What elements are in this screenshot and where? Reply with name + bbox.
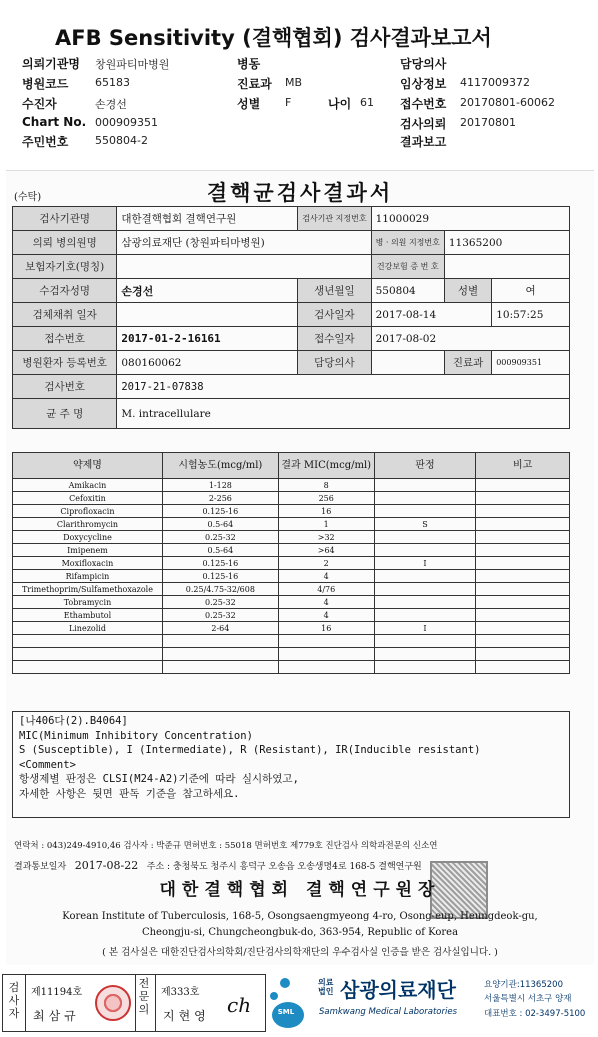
cell-note bbox=[476, 596, 570, 609]
signature-bar bbox=[0, 970, 598, 1037]
table-row bbox=[13, 303, 570, 327]
cell-judge bbox=[374, 531, 476, 544]
cell-judge bbox=[374, 479, 476, 492]
cell-mic: 4 bbox=[278, 570, 374, 583]
cell-value: 2017-08-14 bbox=[371, 303, 492, 327]
cell-drug: Ciprofloxacin bbox=[13, 505, 163, 518]
cell-value: 550804 bbox=[371, 279, 444, 303]
header-mic: 결과 MIC(mcg/ml) bbox=[278, 453, 374, 479]
table-row bbox=[13, 399, 570, 429]
cell-drug bbox=[13, 635, 163, 648]
label-institution: 의뢰기관명 bbox=[22, 57, 80, 71]
label-age: 나이 bbox=[328, 97, 352, 111]
divider bbox=[155, 975, 156, 1031]
table-row bbox=[13, 479, 570, 492]
cell-judge bbox=[374, 544, 476, 557]
corp-name: 삼광의료재단 bbox=[340, 978, 456, 1002]
cell-note bbox=[476, 518, 570, 531]
cell-range: 2-256 bbox=[162, 492, 278, 505]
comment-line: <Comment> bbox=[19, 758, 76, 771]
cell-mic: 1 bbox=[278, 518, 374, 531]
cell-judge bbox=[374, 570, 476, 583]
comment-line: [나406다(2).B4064] bbox=[19, 715, 128, 727]
header-note: 비고 bbox=[476, 453, 570, 479]
cell-note bbox=[476, 479, 570, 492]
cell-label: 검사일자 bbox=[298, 303, 371, 327]
label-patient: 수진자 bbox=[22, 97, 57, 111]
cell-range: 2-64 bbox=[162, 622, 278, 635]
sensitivity-table bbox=[12, 452, 570, 674]
label-dept: 진료과 bbox=[237, 77, 272, 91]
cell-range: 0.125-16 bbox=[162, 570, 278, 583]
cell-drug: Linezolid bbox=[13, 622, 163, 635]
cell-drug: Doxycycline bbox=[13, 531, 163, 544]
tester-name: 최삼규 bbox=[33, 1009, 80, 1023]
cell-mic: 4 bbox=[278, 596, 374, 609]
cell-value: 손경선 bbox=[117, 279, 298, 303]
specialist-signature: ch bbox=[227, 993, 252, 1017]
table-row bbox=[13, 583, 570, 596]
document-title: 결핵균검사결과서 bbox=[206, 180, 394, 205]
cell-label: 접수일자 bbox=[298, 327, 371, 351]
value-patient: 손경선 bbox=[95, 98, 127, 111]
divider bbox=[135, 975, 136, 1031]
header-drug: 약제명 bbox=[13, 453, 163, 479]
tester-label: 검사자 bbox=[8, 981, 20, 1020]
cell-label: 병 · 의원 지정번호 bbox=[371, 231, 444, 255]
value-sex: F bbox=[285, 96, 292, 109]
cell-range: 0.25-32 bbox=[162, 531, 278, 544]
cell-judge: I bbox=[374, 557, 476, 570]
cell-judge bbox=[374, 661, 476, 674]
address-en-2: Cheongju-si, Chungcheongbuk-do, 363-954, Republic of Korea bbox=[141, 927, 459, 938]
cell-judge: S bbox=[374, 518, 476, 531]
table-row bbox=[13, 255, 570, 279]
cell-value: 080160062 bbox=[117, 351, 298, 375]
table-row bbox=[13, 279, 570, 303]
cell-label: 의뢰 병의원명 bbox=[13, 231, 117, 255]
cell-drug: Amikacin bbox=[13, 479, 163, 492]
corp-name-en: Samkwang Medical Laboratories bbox=[319, 1007, 458, 1017]
cell-judge bbox=[374, 505, 476, 518]
comment-line: 항생제별 판정은 CLSI(M24-A2)기준에 따라 실시하였고, bbox=[19, 773, 299, 785]
value-clinical-info: 4117009372 bbox=[460, 76, 530, 89]
cell-mic: 256 bbox=[278, 492, 374, 505]
cell-note bbox=[476, 583, 570, 596]
cell-range: 0.25-32 bbox=[162, 609, 278, 622]
value-institution: 창원파티마병원 bbox=[95, 58, 170, 71]
label-hospital-code: 병원코드 bbox=[22, 77, 69, 91]
cell-value: 2017-21-07838 bbox=[117, 375, 570, 399]
report-date-line bbox=[14, 859, 422, 872]
table-row bbox=[13, 557, 570, 570]
cell-label: 건강보험 증 번 호 bbox=[371, 255, 444, 279]
cell-value bbox=[117, 303, 298, 327]
table-row bbox=[13, 505, 570, 518]
certification-note: ( 본 검사실은 대한진단검사의학회/진단검사의학재단의 우수검사실 인증을 받은 검사실입니다. ) bbox=[102, 947, 498, 958]
cell-note bbox=[476, 557, 570, 570]
report-address: 주소 : 충청북도 청주시 흥덕구 오송읍 오송생명4로 168-5 결핵연구원 bbox=[146, 862, 422, 872]
report-header bbox=[0, 0, 598, 160]
cell-mic bbox=[278, 648, 374, 661]
comment-line: S (Susceptible), I (Intermediate), R (Resistant), IR(Inducible resistant) bbox=[19, 744, 481, 756]
cell-label: 진료과 bbox=[444, 351, 491, 375]
contact-line: 연락처 : 043)249-4910,46 검사자 : 박준규 면허번호 : 55018 면허번호 제779호 진단검사 의학과전문의 신소연 bbox=[14, 841, 438, 851]
cell-label: 생년월일 bbox=[298, 279, 371, 303]
value-chart-no: 000909351 bbox=[95, 116, 158, 129]
cell-drug: Trimethoprim/Sulfamethoxazole bbox=[13, 583, 163, 596]
cell-value: 2017-01-2-16161 bbox=[117, 327, 298, 351]
cell-range bbox=[162, 635, 278, 648]
table-row bbox=[13, 570, 570, 583]
cell-range bbox=[162, 648, 278, 661]
cell-mic bbox=[278, 635, 374, 648]
cell-label: 보험자기호(명칭) bbox=[13, 255, 117, 279]
cell-value: 대한결핵협회 결핵연구원 bbox=[117, 207, 298, 231]
specialist-license: 제333호 bbox=[161, 987, 200, 998]
report-date-label: 결과통보일자 bbox=[14, 862, 67, 872]
cell-range: 1-128 bbox=[162, 479, 278, 492]
cell-value: 10:57:25 bbox=[492, 303, 570, 327]
cell-range: 0.125-16 bbox=[162, 557, 278, 570]
cell-drug bbox=[13, 661, 163, 674]
cell-label: 검사기관 지정번호 bbox=[298, 207, 371, 231]
tester-seal bbox=[95, 985, 131, 1021]
label-doctor: 담당의사 bbox=[400, 57, 447, 71]
cell-value: 삼광의료재단 (창원파티마병원) bbox=[117, 231, 371, 255]
cell-note bbox=[476, 622, 570, 635]
value-hospital-code: 65183 bbox=[95, 76, 130, 89]
cell-judge bbox=[374, 583, 476, 596]
cell-range bbox=[162, 661, 278, 674]
cell-value bbox=[117, 255, 371, 279]
cell-mic: 16 bbox=[278, 622, 374, 635]
cell-mic: >64 bbox=[278, 544, 374, 557]
header-range: 시험농도(mcg/ml) bbox=[162, 453, 278, 479]
cell-drug: Moxifloxacin bbox=[13, 557, 163, 570]
cell-value: 000909351 bbox=[492, 351, 570, 375]
table-row bbox=[13, 648, 570, 661]
label-request-date: 검사의뢰 bbox=[400, 117, 447, 131]
label-ward: 병동 bbox=[237, 57, 261, 71]
cell-judge: I bbox=[374, 622, 476, 635]
logo-text: SML bbox=[277, 1008, 295, 1016]
table-row bbox=[13, 531, 570, 544]
cell-label: 담당의사 bbox=[298, 351, 371, 375]
cell-value: M. intracellulare bbox=[117, 399, 570, 429]
cell-range: 0.125-16 bbox=[162, 505, 278, 518]
cell-note bbox=[476, 635, 570, 648]
sml-logo-icon bbox=[270, 976, 304, 1030]
value-age: 61 bbox=[360, 96, 374, 109]
cell-label: 균 주 명 bbox=[13, 399, 117, 429]
cell-mic: 4 bbox=[278, 609, 374, 622]
value-request-date: 20170801 bbox=[460, 116, 516, 129]
cell-label: 검체채취 일자 bbox=[13, 303, 117, 327]
cell-note bbox=[476, 570, 570, 583]
corp-tel: 대표번호 : 02-3497-5100 bbox=[484, 1009, 586, 1019]
cell-mic: 8 bbox=[278, 479, 374, 492]
label-sex: 성별 bbox=[237, 97, 261, 111]
cell-note bbox=[476, 648, 570, 661]
cell-mic bbox=[278, 661, 374, 674]
cell-label: 수검자성명 bbox=[13, 279, 117, 303]
corp-address: 서울특별시 서초구 양재 bbox=[484, 994, 572, 1004]
table-row bbox=[13, 351, 570, 375]
cell-range: 0.5-64 bbox=[162, 544, 278, 557]
cell-label: 병원환자 등록번호 bbox=[13, 351, 117, 375]
cell-label: 접수번호 bbox=[13, 327, 117, 351]
label-clinical-info: 임상정보 bbox=[400, 77, 447, 91]
corp-code: 요양기관:11365200 bbox=[484, 980, 563, 990]
table-row bbox=[13, 518, 570, 531]
label-resident-no: 주민번호 bbox=[22, 135, 69, 149]
signature-box bbox=[2, 974, 266, 1032]
cell-drug: Ethambutol bbox=[13, 609, 163, 622]
scanned-report bbox=[6, 170, 594, 965]
cell-label: 검사번호 bbox=[13, 375, 117, 399]
table-row bbox=[13, 661, 570, 674]
cell-value: 11365200 bbox=[444, 231, 569, 255]
comment-box bbox=[12, 711, 570, 818]
cell-mic: 4/76 bbox=[278, 583, 374, 596]
table-row bbox=[13, 375, 570, 399]
table-row bbox=[13, 609, 570, 622]
cell-mic: 16 bbox=[278, 505, 374, 518]
cell-value: 11000029 bbox=[371, 207, 569, 231]
cell-drug: Imipenem bbox=[13, 544, 163, 557]
cell-range: 0.5-64 bbox=[162, 518, 278, 531]
table-row bbox=[13, 622, 570, 635]
cell-value: 2017-08-02 bbox=[371, 327, 569, 351]
cell-judge bbox=[374, 492, 476, 505]
table-row bbox=[13, 231, 570, 255]
label-accession: 접수번호 bbox=[400, 97, 447, 111]
cell-judge bbox=[374, 609, 476, 622]
table-row bbox=[13, 635, 570, 648]
comment-line: MIC(Minimum Inhibitory Concentration) bbox=[19, 729, 253, 742]
cell-range: 0.25-32 bbox=[162, 596, 278, 609]
cell-value bbox=[371, 351, 444, 375]
label-report: 결과보고 bbox=[400, 135, 447, 149]
cell-drug: Cefoxitin bbox=[13, 492, 163, 505]
cell-judge bbox=[374, 596, 476, 609]
table-row bbox=[13, 544, 570, 557]
value-accession: 20170801-60062 bbox=[460, 96, 555, 109]
institute-name: 대한결핵협회 결핵연구원장 bbox=[159, 880, 441, 900]
report-date: 2017-08-22 bbox=[74, 859, 139, 872]
cell-mic: 2 bbox=[278, 557, 374, 570]
label-chart-no: Chart No. bbox=[22, 115, 87, 129]
comment-line: 자세한 사항은 뒷면 판독 기준을 참고하세요. bbox=[19, 787, 240, 800]
table-row bbox=[13, 207, 570, 231]
cell-judge bbox=[374, 635, 476, 648]
cell-drug bbox=[13, 648, 163, 661]
cell-label: 성별 bbox=[444, 279, 491, 303]
cell-value: 여 bbox=[492, 279, 570, 303]
cell-note bbox=[476, 661, 570, 674]
cell-note bbox=[476, 505, 570, 518]
patient-info-table bbox=[12, 206, 570, 429]
value-resident-no: 550804-2 bbox=[95, 134, 148, 147]
header-judge: 판정 bbox=[374, 453, 476, 479]
value-dept: MB bbox=[285, 76, 303, 89]
table-row bbox=[13, 492, 570, 505]
corp-type: 의료 법인 bbox=[318, 978, 334, 996]
table-row bbox=[13, 596, 570, 609]
cell-mic: >32 bbox=[278, 531, 374, 544]
cell-value bbox=[444, 255, 569, 279]
cell-judge bbox=[374, 648, 476, 661]
cell-note bbox=[476, 492, 570, 505]
table-row bbox=[13, 327, 570, 351]
cell-label: 검사기관명 bbox=[13, 207, 117, 231]
cell-drug: Tobramycin bbox=[13, 596, 163, 609]
cell-drug: Clarithromycin bbox=[13, 518, 163, 531]
cell-drug: Rifampicin bbox=[13, 570, 163, 583]
divider bbox=[25, 975, 26, 1031]
address-en-1: Korean Institute of Tuberculosis, 168-5, Osongsaengmyeong 4-ro, Osong-eup, Heungdeok-gu, bbox=[62, 911, 538, 922]
corner-tag: (수탁) bbox=[14, 192, 42, 203]
cell-note bbox=[476, 531, 570, 544]
cell-note bbox=[476, 544, 570, 557]
cell-note bbox=[476, 609, 570, 622]
report-title: AFB Sensitivity (결핵협회) 검사결과보고서 bbox=[55, 26, 492, 50]
tester-license: 제11194호 bbox=[31, 987, 83, 998]
table-header-row bbox=[13, 453, 570, 479]
specialist-label: 전문의 bbox=[138, 977, 150, 1016]
cell-range: 0.25/4.75-32/608 bbox=[162, 583, 278, 596]
specialist-name: 지현영 bbox=[163, 1009, 210, 1023]
